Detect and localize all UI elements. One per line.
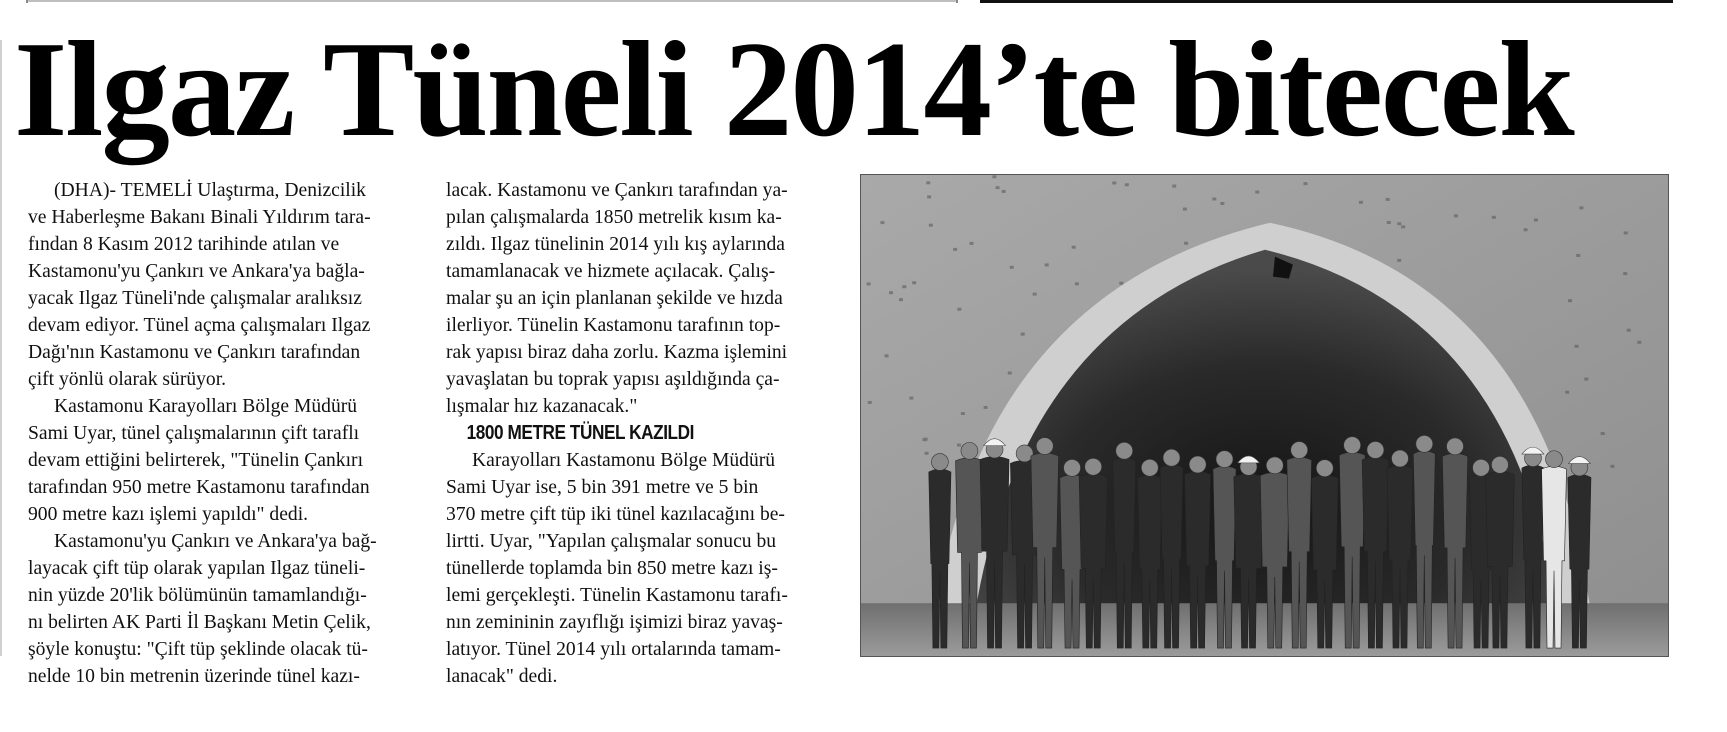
rock-bolt xyxy=(1584,378,1588,381)
text-line: Kastamonu'yu Çankırı ve Ankara'ya bağla- xyxy=(28,261,365,282)
headline: Ilgaz Tüneli 2014’te bitecek xyxy=(14,13,1573,165)
rock-bolt xyxy=(1568,299,1572,302)
rock-bolt xyxy=(1119,282,1123,285)
rock-bolt xyxy=(909,397,913,400)
text-line: lemi gerçekleşti. Tünelin Kastamonu tarafı- xyxy=(446,585,788,606)
person-head xyxy=(1291,442,1308,459)
person-head xyxy=(1344,437,1361,454)
rock-bolt xyxy=(957,444,961,447)
top-rule-left-edge xyxy=(956,0,958,3)
rock-bolt xyxy=(868,401,872,404)
tunnel-group-photo-icon xyxy=(861,175,1668,656)
rock-bolt xyxy=(984,406,988,409)
person-head xyxy=(1216,451,1233,468)
rock-bolt xyxy=(1045,263,1049,266)
person-head xyxy=(1064,459,1081,476)
top-rule-right xyxy=(980,0,1673,3)
text-line: yavaşlatan bu toprak yapısı aşıldığında ça- xyxy=(446,369,780,390)
rock-bolt xyxy=(899,298,903,301)
person-head xyxy=(1316,460,1333,477)
article-column-1 xyxy=(28,177,443,690)
text-line: 900 metre kazı işlemi yapıldı" dedi. xyxy=(28,504,309,525)
text-line: devam ediyor. Tünel açma çalışmaları Ilgaz xyxy=(28,315,371,336)
rock-bolt xyxy=(1637,341,1641,344)
subheading: 1800 METRE TÜNEL KAZILDI xyxy=(466,422,694,444)
person-head xyxy=(1116,442,1133,459)
rock-bolt xyxy=(957,308,961,311)
rock-bolt xyxy=(885,354,889,357)
rock-bolt xyxy=(1359,201,1363,204)
text-line: çift yönlü olarak sürüyor. xyxy=(28,369,227,390)
rock-bolt xyxy=(1534,219,1538,222)
text-line: tamamlanacak ve hizmete açılacak. Çalış- xyxy=(446,261,776,282)
text-line: ilerliyor. Tünelin Kastamonu tarafının top- xyxy=(446,315,781,336)
person-head xyxy=(1189,456,1206,473)
text-line: ve Haberleşme Bakanı Binali Yıldırım tara- xyxy=(28,207,371,228)
text-line: Dağı'nın Kastamonu ve Çankırı tarafından xyxy=(28,342,361,363)
rock-bolt xyxy=(867,282,871,285)
text-line: layacak çift tüp olarak yapılan Ilgaz tüneli- xyxy=(28,558,366,579)
person-head xyxy=(961,442,978,459)
rock-bolt xyxy=(992,175,996,178)
person-head xyxy=(1036,438,1053,455)
rock-bolt xyxy=(1112,181,1116,184)
rock-bolt xyxy=(1492,216,1496,219)
rock-bolt xyxy=(1002,190,1006,193)
rock-bolt xyxy=(1401,225,1405,228)
rock-bolt xyxy=(1624,231,1628,234)
text-line: Kastamonu'yu Çankırı ve Ankara'ya bağ- xyxy=(54,531,377,552)
rock-bolt xyxy=(1565,391,1569,394)
rock-bolt xyxy=(1627,329,1631,332)
person-head xyxy=(1546,451,1563,468)
text-line: nı belirten AK Parti İl Başkanı Metin Çelik, xyxy=(28,612,371,633)
person-head xyxy=(1085,458,1102,475)
text-line: lanacak" dedi. xyxy=(446,666,558,687)
text-line: şöyle konuştu: "Çift tüp şeklinde olacak tü- xyxy=(28,639,368,660)
rock-bolt xyxy=(1255,191,1259,194)
rock-bolt xyxy=(1579,206,1583,209)
text-line: pılan çalışmalarda 1850 metrelik kısım ka- xyxy=(446,207,782,228)
text-line: fından 8 Kasım 2012 tarihinde atılan ve xyxy=(28,234,340,255)
rock-bolt xyxy=(996,186,1000,189)
rock-bolt xyxy=(923,438,927,441)
text-line: Sami Uyar ise, 5 bin 391 metre ve 5 bin xyxy=(446,477,759,498)
text-line: yacak Ilgaz Tüneli'nde çalışmalar aralıksız xyxy=(28,288,362,309)
rock-bolt xyxy=(1220,202,1224,205)
rock-bolt xyxy=(1623,272,1627,275)
person-head xyxy=(1163,449,1180,466)
top-rule-left xyxy=(26,0,958,2)
text-line: tünellerde toplamda bin 850 metre kazı iş- xyxy=(446,558,778,579)
text-line: lacak. Kastamonu ve Çankırı tarafından ya- xyxy=(446,180,788,201)
rock-bolt xyxy=(1125,183,1129,186)
rock-bolt xyxy=(1072,246,1076,249)
text-line: latıyor. Tünel 2014 yılı ortalarında tamam- xyxy=(446,639,781,660)
rock-bolt xyxy=(1304,182,1308,185)
person-head xyxy=(1416,435,1433,452)
text-line: nelde 10 bin metrenin üzerinde tünel kazı- xyxy=(28,666,360,687)
rock-bolt xyxy=(961,412,965,415)
text-line: 370 metre çift tüp iki tünel kazılacağını be- xyxy=(446,504,785,525)
rock-bolt xyxy=(927,195,931,198)
text-line: Kastamonu Karayolları Bölge Müdürü xyxy=(54,396,358,417)
tunnel-photo xyxy=(860,174,1669,657)
rock-bolt xyxy=(1454,214,1458,217)
text-line: lirtti. Uyar, "Yapılan çalışmalar sonucu bu xyxy=(446,531,777,552)
rock-bolt xyxy=(1212,198,1216,201)
rock-bolt xyxy=(880,221,884,224)
rock-bolt xyxy=(970,242,974,245)
page-left-border xyxy=(0,40,2,656)
rock-bolt xyxy=(1387,221,1391,224)
rock-bolt xyxy=(1397,222,1401,225)
person-head xyxy=(1473,459,1490,476)
text-line: malar şu an için planlanan şekilde ve hızda xyxy=(446,288,783,309)
rock-bolt xyxy=(889,291,893,294)
rock-bolt xyxy=(1033,293,1037,296)
person-head xyxy=(1491,456,1508,473)
rock-bolt xyxy=(1386,198,1390,201)
rock-bolt xyxy=(1008,371,1012,374)
text-line: lışmalar hız kazanacak." xyxy=(446,396,638,417)
person-head xyxy=(1016,445,1033,462)
person-head xyxy=(931,454,948,471)
rock-bolt xyxy=(1183,208,1187,211)
text-line: Sami Uyar, tünel çalışmalarının çift taraflı xyxy=(28,423,360,444)
person-head xyxy=(1266,457,1283,474)
rock-bolt xyxy=(925,452,929,455)
person-head xyxy=(1141,459,1158,476)
text-line: zıldı. Ilgaz tünelinin 2014 yılı kış aylarında xyxy=(446,234,786,255)
rock-bolt xyxy=(929,224,933,227)
person-head xyxy=(1367,441,1384,458)
rock-bolt xyxy=(902,285,906,288)
text-line: (DHA)- TEMELİ Ulaştırma, Denizcilik xyxy=(54,180,366,201)
rock-bolt xyxy=(1172,185,1176,188)
rock-bolt xyxy=(1397,259,1401,262)
person-head xyxy=(1447,438,1464,455)
rock-bolt xyxy=(926,181,930,184)
rock-bolt xyxy=(912,281,916,284)
rock-bolt xyxy=(1575,345,1579,348)
rock-bolt xyxy=(1601,432,1605,435)
text-line: Karayolları Kastamonu Bölge Müdürü xyxy=(472,450,776,471)
text-line: devam ettiğini belirterek, "Tünelin Çankırı xyxy=(28,450,364,471)
rock-bolt xyxy=(1184,242,1188,245)
rock-bolt xyxy=(1075,282,1079,285)
rock-bolt xyxy=(1576,254,1580,257)
text-line: nın zemininin zayıflığı işimizi biraz yavaş- xyxy=(446,612,783,633)
rock-bolt xyxy=(1010,266,1014,269)
rock-bolt xyxy=(1524,228,1528,231)
text-line: nin yüzde 20'lik bölümünün tamamlandığı- xyxy=(28,585,367,606)
top-rule-left-edge xyxy=(26,0,28,3)
rock-bolt xyxy=(1021,333,1025,336)
rock-bolt xyxy=(953,248,957,251)
rock-bolt xyxy=(1610,465,1614,468)
text-line: rak yapısı biraz daha zorlu. Kazma işlemini xyxy=(446,342,788,363)
text-line: tarafından 950 metre Kastamonu tarafından xyxy=(28,477,370,498)
person-head xyxy=(1391,450,1408,467)
article-column-2 xyxy=(446,177,856,690)
